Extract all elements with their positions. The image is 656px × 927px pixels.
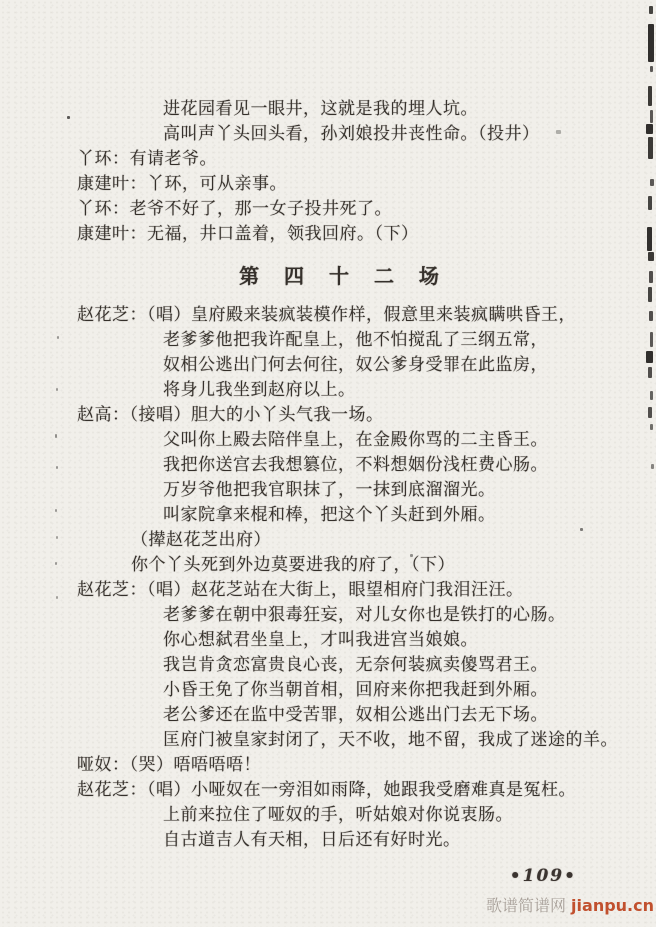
script-line: 小昏王免了你当朝首相，回府来你把我赶到外厢。 xyxy=(163,680,548,700)
scan-artifact-mark xyxy=(55,509,57,512)
scan-artifact-mark xyxy=(650,332,653,347)
script-line: 哑奴：（哭）唔唔唔唔！ xyxy=(77,755,261,775)
scan-artifact-mark xyxy=(648,137,653,159)
script-line: 老爹爹他把我许配皇上，他不怕搅乱了三纲五常， xyxy=(163,330,548,350)
script-line: 赵花芝：（唱）皇府殿来装疯装模作样，假意里来装疯瞒哄昏王， xyxy=(77,305,576,325)
scan-artifact-mark xyxy=(57,336,59,339)
scan-artifact-mark xyxy=(55,434,57,438)
script-line: 赵高：（接唱）胆大的小丫头气我一场。 xyxy=(77,405,384,425)
script-line: 赵花芝：（唱）小哑奴在一旁泪如雨降，她跟我受磨难真是冤枉。 xyxy=(77,780,576,800)
scan-artifact-mark xyxy=(55,562,57,565)
scan-artifact-mark xyxy=(649,271,653,283)
script-line: 将身儿我坐到赵府以上。 xyxy=(163,380,356,400)
script-line: 老公爹还在监中受苦罪，奴相公逃出门去无下场。 xyxy=(163,705,548,725)
scan-artifact-mark xyxy=(556,130,561,134)
script-line: 我把你送宫去我想篡位，不料想姻份浅枉费心肠。 xyxy=(163,455,548,475)
scan-artifact-mark xyxy=(580,528,583,531)
scan-artifact-mark xyxy=(650,179,654,186)
page-number: •109• xyxy=(509,866,577,886)
script-line: 高叫声丫头回头看，孙刘娘投井丧性命。（投井） xyxy=(163,124,540,144)
script-line: 老爹爹在朝中狠毒狂妄，对儿女你也是铁打的心肠。 xyxy=(163,605,566,625)
scan-artifact-mark xyxy=(650,424,653,430)
watermark xyxy=(486,893,654,916)
scan-artifact-mark xyxy=(648,287,652,302)
scan-artifact-mark xyxy=(67,116,70,119)
script-line: 你个丫头死到外边莫要进我的府了，（下） xyxy=(131,555,455,575)
script-line: 叫家院拿来棍和棒，把这个丫头赶到外厢。 xyxy=(163,505,496,525)
script-line: 奴相公逃出门何去何往，奴公爹身受罪在此监房， xyxy=(163,355,548,375)
scan-artifact-mark xyxy=(650,110,653,123)
script-line: 父叫你上殿去陪伴皇上，在金殿你骂的二主昏王。 xyxy=(163,430,548,450)
scan-artifact-mark xyxy=(649,311,653,321)
scan-artifact-mark xyxy=(650,391,653,400)
scan-artifact-mark xyxy=(648,24,654,62)
script-line: 赵花芝：（唱）赵花芝站在大街上，眼望相府门我泪汪汪。 xyxy=(77,580,524,600)
scan-artifact-mark xyxy=(651,464,654,469)
scan-artifact-mark xyxy=(648,86,652,106)
scan-artifact-mark xyxy=(646,351,653,363)
script-line: 万岁爷他把我官职抹了，一抹到底溜溜光。 xyxy=(163,480,496,500)
script-line: 我岂肯贪恋富贵良心丧，无奈何装疯卖傻骂君王。 xyxy=(163,655,548,675)
script-line: 进花园看见一眼井，这就是我的埋人坑。 xyxy=(163,99,478,119)
scene-heading: 第 四 十 二 场 xyxy=(239,264,448,288)
script-line: 匡府门被皇家封闭了，天不收，地不留，我成了迷途的羊。 xyxy=(163,730,618,750)
scan-artifact-mark xyxy=(56,596,58,599)
scan-artifact-mark xyxy=(646,124,653,134)
scan-artifact-mark xyxy=(648,367,652,378)
scan-artifact-mark xyxy=(56,466,58,469)
scan-artifact-mark xyxy=(56,536,58,539)
script-line: 你心想弑君坐皇上，才叫我进宫当娘娘。 xyxy=(163,630,478,650)
scan-artifact-mark xyxy=(648,407,652,418)
scan-artifact-mark xyxy=(650,66,653,72)
scan-artifact-mark xyxy=(410,554,413,557)
watermark-site-name: 歌谱简谱网 xyxy=(485,896,566,915)
scan-artifact-mark xyxy=(648,196,652,210)
script-line: 丫环：有请老爷。 xyxy=(77,149,217,169)
script-line: 上前来拉住了哑奴的手，听姑娘对你说衷肠。 xyxy=(163,805,513,825)
script-line: 丫环：老爷不好了，那一女子投井死了。 xyxy=(77,199,392,219)
scan-artifact-mark xyxy=(647,227,652,251)
scan-artifact-mark xyxy=(648,252,654,261)
script-line: 康建叶：丫环，可从亲事。 xyxy=(77,174,287,194)
script-line: （撵赵花芝出府） xyxy=(131,530,271,550)
script-line: 自古道吉人有天相，日后还有好时光。 xyxy=(163,830,461,850)
script-line: 康建叶：无福，井口盖着，领我回府。（下） xyxy=(77,224,419,244)
scan-artifact-mark xyxy=(649,6,653,14)
scan-artifact-mark xyxy=(56,388,58,391)
watermark-site-url: jianpu.cn xyxy=(571,896,654,915)
